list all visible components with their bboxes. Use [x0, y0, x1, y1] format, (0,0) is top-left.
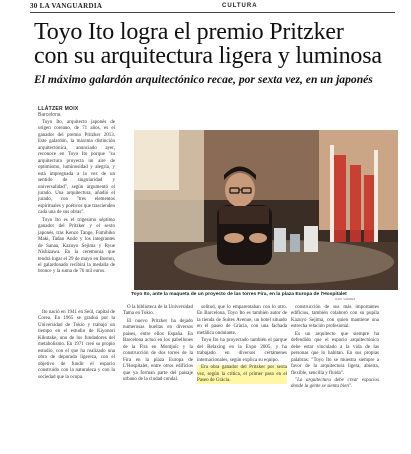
paragraph: Ito nació en 1941 en Seúl, capital de Corea. En 1965 se graduó por la Universidad de Tokio y trabajó un tiempo en el estudio de Kiyonori Kikutake, uno de los fundadores del metabolismo. En 1971 creó su propio estudio, con el que ha realizado una obra de depurada ligereza, con el objetivo de fundir el espacio construido con la naturaleza y con la sociedad que la ocupa. [38, 310, 115, 380]
headline-line-1: Toyo Ito logra el premio Pritzker [34, 19, 344, 45]
byline-location: Barcelona [38, 112, 61, 118]
photo-caption [131, 292, 396, 297]
paragraph: Toyo Ito ha proyectado también el parque del Relaxing en la Expo 2005, y ha trabajado en diversos certámenes internacionales, según explica su equipo. [197, 338, 287, 363]
article-photo [134, 130, 398, 290]
article-column-1-bottom [38, 310, 115, 382]
headline-line-2: con su arquitectura ligera y luminosa [34, 43, 382, 69]
header-rule [30, 12, 395, 13]
paragraph: El nuevo Pritzker ha dejado numerosas huellas en diversos países, entre ellos España. En Barcelona actuó en los pabellones de la Fira en Montjuïc y la construcción de dos torres de la Fira en la plaza Europa de L'Hospitalet, entre otros edificios que ya forman parte del paisaje urbano de la ciudad condal. [123, 318, 193, 382]
photo-caption-text: Toyo Ito, ante la maqueta de un proyecto de las torres Fira, en la plaza Europa de l'Hospitalet [131, 292, 347, 297]
photo-credit: XAVI GÓMEZ [335, 297, 356, 301]
article-column-4 [291, 305, 379, 392]
article-column-1-top [38, 120, 115, 277]
paragraph: construcción de sus más importantes edificios, también colaboró con su pupila Kazuyo Sejima, con quien mantiene una estrecha relación profesional. [291, 305, 379, 330]
page-number-label: 30 LA VANGUARDIA [30, 2, 103, 10]
pull-quote: "La arquitectura debe crear espacios donde la gente se sienta bien". [291, 377, 379, 390]
paragraph: Toyo Ito, arquitecto japonés de origen coreano, de 71 años, es el ganador del premio Pritzker 2013. Este galardón, la máxima distinción arquitectónica, anunciado ayer, reconoce en Toyo Ito porque "su arquitectura proyecta un aire de optimismo, luminosidad y alegría, y está impregnada a la vez de un sentido de singularidad y universalidad", según argumentó el jurado. Una arquitectura, añadió el jurado, con "tres elementos espirituales y poéticos que trascienden cada una de sus obras". [38, 120, 115, 216]
photo-illustration [134, 130, 398, 290]
headline [34, 20, 394, 68]
article-column-2 [123, 305, 193, 384]
paragraph: O la biblioteca de la Universidad Tama en Tokio. [123, 305, 193, 317]
subtitle: El máximo galardón arquitectónico recae, por sexta vez, en un japonés [34, 73, 373, 86]
paragraph: Es un arquitecto que siempre ha defendido que el espacio arquitectónico debe estar vinculado a la vida de las personas que lo habitan. En sus propias palabras: "Toyo Ito se muestra siempre a favor de la arquitectura ligera, abierta, flexible, sencilla y fluida". [291, 331, 379, 376]
paragraph: Toyo Ito es el trigesimo séptimo ganador del Pritzker y el sexto japonés, tras Kenzo Tange, Fumihiko Maki, Tadao Ando y los integrantes de Sanaa, Kazuyo Sejima y Ryue Nishizawa. En la ceremonia que tendrá lugar el 29 de mayo en Boston, el galardonado recibirá la medalla de bronce y la suma de 76 mil euros. [38, 217, 115, 275]
byline-author: LLÀTZER MOIX [38, 106, 79, 112]
article-column-3 [197, 305, 287, 385]
paragraph: solitud, que lo emparentaban con lo otro. En Barcelona, Toyo Ito es también autor de la tienda de Suites Avenue, un hotel situado en el paseo de Gràcia, con una fachada metálica ondulante. [197, 305, 287, 336]
section-label: CULTURA [222, 3, 258, 9]
highlighted-paragraph: Era obra ganador del Pritzker por sexta vez, según la crítica, el primer paso en el Paseo de Gràcia. [197, 365, 287, 383]
